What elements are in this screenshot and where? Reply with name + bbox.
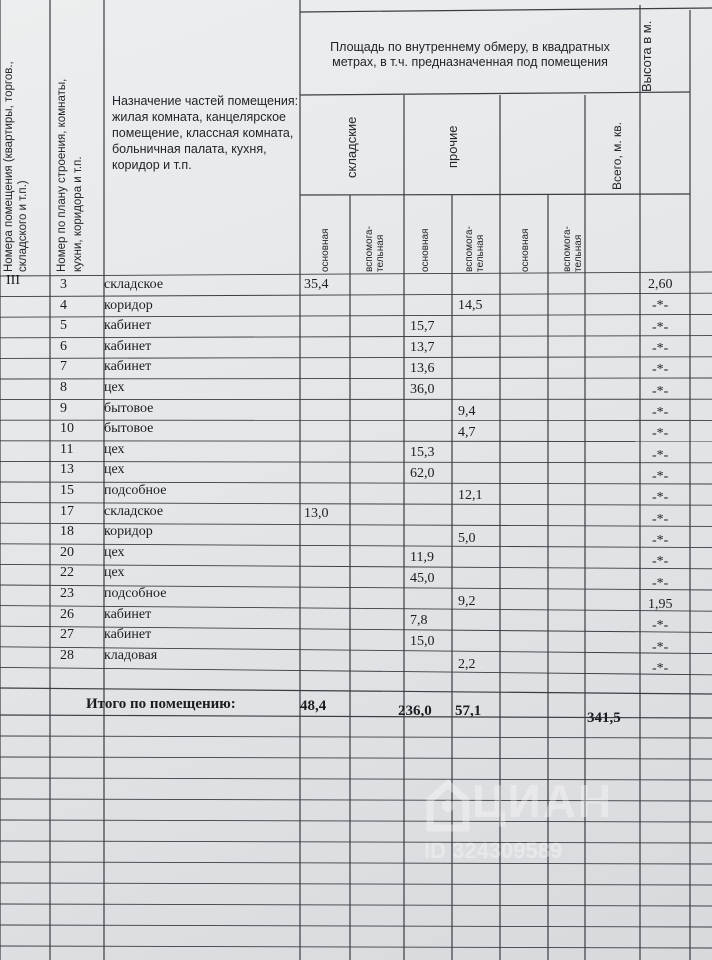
header-storage-aux: вспомога- тельная xyxy=(364,226,386,272)
totals-other-aux: 57,1 xyxy=(455,703,482,719)
header-other-aux: вспомога- тельная xyxy=(464,226,486,272)
row-height: -*- xyxy=(652,554,669,570)
row-no: 13 xyxy=(60,462,74,478)
row-other-main: 15,0 xyxy=(410,634,435,650)
row-no: 9 xyxy=(60,400,67,416)
totals-storage-main: 48,4 xyxy=(300,698,327,714)
row-other-main: 13,7 xyxy=(410,340,435,356)
row-name: коридор xyxy=(104,297,153,313)
header-other-main: основная xyxy=(420,228,431,272)
row-name: кабинет xyxy=(104,359,152,375)
row-no: 28 xyxy=(60,647,74,663)
header-purpose: Назначение частей помещения: жилая комната, канцелярское помещение, классная комната, больничная палата, кухня, коридор и т.п. xyxy=(112,94,299,172)
row-name: кабинет xyxy=(104,606,152,622)
row-name: кладовая xyxy=(104,647,158,663)
row-storage-main: 35,4 xyxy=(304,277,329,292)
row-no: 22 xyxy=(60,565,74,581)
grid-line xyxy=(300,8,712,12)
row-height: -*- xyxy=(652,298,669,314)
grid-line xyxy=(0,272,712,276)
header-room-numbers: Номера помещения (квартиры, торгов., складского и т.п.) xyxy=(3,61,29,272)
grid-line xyxy=(0,667,712,674)
section-number: III xyxy=(6,273,20,288)
row-no: 26 xyxy=(60,606,74,622)
header-height: Высота в м. xyxy=(639,20,654,92)
row-height: -*- xyxy=(652,639,669,655)
header-total: Всего, м. кв. xyxy=(610,121,624,190)
watermark-id: ID 324309589 xyxy=(424,838,563,863)
row-no: 27 xyxy=(60,627,74,643)
row-name: бытовое xyxy=(104,400,154,416)
row-name: цех xyxy=(104,441,125,457)
grid-line xyxy=(0,293,712,296)
row-height: -*- xyxy=(652,447,669,463)
row-name: кабинет xyxy=(104,627,152,643)
row-height: -*- xyxy=(652,575,669,591)
row-height: -*- xyxy=(652,362,669,378)
row-height: -*- xyxy=(652,426,669,442)
row-height: -*- xyxy=(652,319,669,335)
row-other-main: 45,0 xyxy=(410,571,435,587)
row-height: -*- xyxy=(652,383,669,399)
row-no: 18 xyxy=(60,524,74,540)
watermark-brand: ЦИАН xyxy=(472,775,614,827)
totals-label: Итого по помещению: xyxy=(86,696,236,712)
totals-other-main: 236,0 xyxy=(398,703,432,719)
row-height: -*- xyxy=(652,469,669,485)
row-other-aux: 12,1 xyxy=(458,488,483,504)
row-name: кабинет xyxy=(104,318,152,334)
row-height: -*- xyxy=(652,511,669,527)
row-no: 8 xyxy=(60,380,67,395)
row-no: 15 xyxy=(60,483,74,498)
row-other-main: 11,9 xyxy=(410,550,434,566)
grid-line xyxy=(0,757,712,759)
header-area-group: Площадь по внутреннему обмеру, в квадратных метрах, в т.ч. предназначенная под помещения xyxy=(330,40,610,69)
row-name: коридор xyxy=(104,524,153,540)
row-name: складское xyxy=(104,503,164,519)
header-extra-aux: вспомога- тельная xyxy=(562,226,584,272)
row-other-aux: 2,2 xyxy=(458,657,476,673)
row-height: 1,95 xyxy=(648,597,673,613)
row-no: 3 xyxy=(60,277,67,292)
row-height: -*- xyxy=(652,661,669,677)
row-height: -*- xyxy=(652,405,669,421)
row-name: цех xyxy=(104,462,125,478)
grid-line xyxy=(0,688,712,694)
header-extra-main: основная xyxy=(520,228,531,272)
row-height: -*- xyxy=(652,490,669,506)
row-other-main: 13,6 xyxy=(410,361,435,377)
row-name: складское xyxy=(104,277,164,292)
row-no: 7 xyxy=(60,359,67,375)
row-height: -*- xyxy=(652,618,669,634)
grid-line xyxy=(0,314,712,317)
row-other-aux: 9,2 xyxy=(458,593,476,609)
grid-line xyxy=(0,357,712,359)
row-other-aux: 14,5 xyxy=(458,298,483,314)
row-name: кабинет xyxy=(104,338,152,354)
row-other-main: 36,0 xyxy=(410,382,435,398)
grid-line xyxy=(0,883,712,885)
row-no: 11 xyxy=(60,441,74,457)
row-height: 2,60 xyxy=(648,277,673,292)
row-other-main: 7,8 xyxy=(410,613,428,629)
row-no: 20 xyxy=(60,544,74,560)
header-other: прочие xyxy=(445,125,460,168)
grid-line xyxy=(300,194,690,195)
row-no: 5 xyxy=(60,318,67,334)
row-name: подсобное xyxy=(104,586,167,601)
cian-logo-icon xyxy=(410,770,480,840)
grid-line xyxy=(0,336,712,338)
row-name: бытовое xyxy=(104,421,154,437)
row-no: 6 xyxy=(60,338,67,354)
grid-line xyxy=(0,378,712,379)
row-other-main: 62,0 xyxy=(410,466,435,482)
row-other-aux: 9,4 xyxy=(458,403,476,419)
row-no: 4 xyxy=(60,297,67,313)
grid-line xyxy=(0,736,712,738)
grid-line xyxy=(0,946,712,948)
row-height: -*- xyxy=(652,341,669,356)
row-name: цех xyxy=(104,544,125,560)
row-other-main: 15,7 xyxy=(410,319,435,335)
row-other-aux: 5,0 xyxy=(458,530,476,546)
grid-line xyxy=(300,92,690,95)
row-no: 10 xyxy=(60,421,74,437)
cian-watermark xyxy=(410,770,650,870)
row-name: цех xyxy=(104,380,125,395)
row-no: 23 xyxy=(60,586,74,601)
header-plan-number: Номер по плану строения, комнаты, кухни, коридора и т.п. xyxy=(56,78,84,272)
row-height: -*- xyxy=(652,533,669,549)
grid-line xyxy=(0,904,712,906)
row-name: цех xyxy=(104,565,125,581)
row-no: 17 xyxy=(60,503,74,519)
header-storage-main: основная xyxy=(320,228,331,272)
row-storage-main: 13,0 xyxy=(304,505,329,521)
row-name: подсобное xyxy=(104,483,167,498)
header-storage: складские xyxy=(344,116,359,178)
row-other-main: 15,3 xyxy=(410,445,435,461)
totals-total: 341,5 xyxy=(587,710,621,726)
grid-line xyxy=(0,925,712,927)
row-other-aux: 4,7 xyxy=(458,424,476,440)
